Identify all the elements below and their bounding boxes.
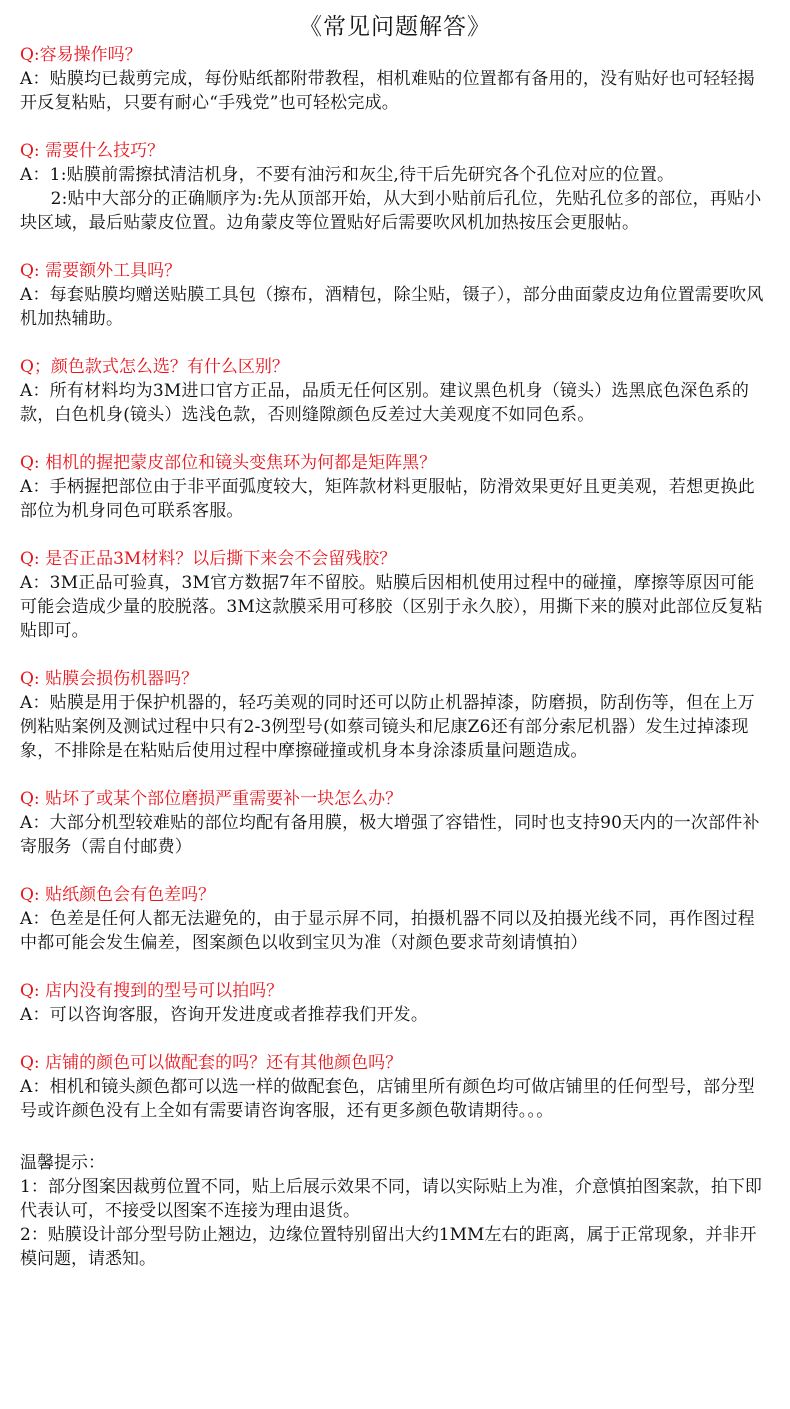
faq-answer xyxy=(20,907,770,955)
faq-answer xyxy=(20,1003,770,1027)
faq-item xyxy=(20,668,770,763)
faq-answer-paragraph: A：1:贴膜前需擦拭清洁机身，不要有油污和灰尘,待干后先研究各个孔位对应的位置。 xyxy=(20,165,675,185)
tip-item: 2：贴膜设计部分型号防止翘边，边缘位置特别留出大约1MM左右的距离，属于正常现象，并非开模问题，请悉知。 xyxy=(20,1225,757,1269)
faq-item xyxy=(20,260,770,331)
faq-item xyxy=(20,884,770,955)
faq-question: Q；颜色款式怎么选？有什么区别？ xyxy=(20,357,289,377)
faq-answer-paragraph: A：相机和镜头颜色都可以选一样的做配套色，店铺里所有颜色均可做店铺里的任何型号，部分型号或许颜色没有上全如有需要请咨询客服，还有更多颜色敬请期待。。。 xyxy=(20,1077,755,1121)
tip-item: 1：部分图案因裁剪位置不同，贴上后展示效果不同，请以实际贴上为准，介意慎拍图案款，拍下即代表认可，不接受以图案不连接为理由退货。 xyxy=(20,1177,762,1221)
faq-answer-paragraph: A：3M正品可验真，3M官方数据7年不留胶。贴膜后因相机使用过程中的碰撞，摩擦等原因可能可能会造成少量的胶脱落。3M这款膜采用可移胶（区别于永久胶），用撕下来的膜对此部位反复粘贴即可。 xyxy=(20,573,763,641)
faq-spacer xyxy=(20,763,770,788)
faq-question: Q: 相机的握把蒙皮部位和镜头变焦环为何都是矩阵黑？ xyxy=(20,453,437,473)
faq-answer xyxy=(20,1075,770,1123)
faq-answer-paragraph: A：色差是任何人都无法避免的，由于显示屏不同，拍摄机器不同以及拍摄光线不同，再作图过程中都可能会发生偏差，图案颜色以收到宝贝为准（对颜色要求苛刻请慎拍） xyxy=(20,909,755,953)
faq-spacer xyxy=(20,427,770,452)
faq-spacer xyxy=(20,1027,770,1052)
faq-answer-paragraph: A：所有材料均为3M进口官方正品，品质无任何区别。建议黑色机身（镜头）选黑底色深色系的款，白色机身(镜头）选浅色款，否则缝隙颜色反差过大美观度不如同色系。 xyxy=(20,381,750,425)
faq-answer xyxy=(20,67,770,115)
faq-spacer xyxy=(20,523,770,548)
faq-list xyxy=(20,44,770,1123)
faq-answer xyxy=(20,571,770,643)
faq-question: Q: 店铺的颜色可以做配套的吗？还有其他颜色吗？ xyxy=(20,1053,403,1073)
faq-answer xyxy=(20,163,770,235)
faq-item xyxy=(20,980,770,1027)
faq-question: Q: 需要额外工具吗？ xyxy=(20,261,182,281)
faq-answer-paragraph: 2:贴中大部分的正确顺序为:先从顶部开始，从大到小贴前后孔位，先贴孔位多的部位，再贴小块区域，最后贴蒙皮位置。边角蒙皮等位置贴好后需要吹风机加热按压会更服帖。 xyxy=(20,189,762,233)
faq-question: Q: 贴坏了或某个部位磨损严重需要补一块怎么办？ xyxy=(20,789,403,809)
faq-item xyxy=(20,140,770,235)
faq-question: Q: 需要什么技巧？ xyxy=(20,141,165,161)
tips-heading: 温馨提示： xyxy=(20,1153,105,1173)
faq-answer-paragraph: A：手柄握把部位由于非平面弧度较大，矩阵款材料更服帖，防滑效果更好且更美观，若想更换此部位为机身同色可联系客服。 xyxy=(20,477,755,521)
faq-spacer xyxy=(20,859,770,884)
faq-question: Q:容易操作吗？ xyxy=(20,45,142,65)
tips-section xyxy=(20,1151,770,1271)
faq-question: Q: 贴纸颜色会有色差吗？ xyxy=(20,885,216,905)
faq-item xyxy=(20,452,770,523)
faq-answer-paragraph: A：每套贴膜均赠送贴膜工具包（擦布，酒精包，除尘贴，镊子），部分曲面蒙皮边角位置需要吹风机加热辅助。 xyxy=(20,285,764,329)
faq-item xyxy=(20,548,770,643)
faq-answer-paragraph: A：可以咨询客服，咨询开发进度或者推荐我们开发。 xyxy=(20,1005,429,1025)
faq-question: Q: 是否正品3M材料？以后撕下来会不会留残胶？ xyxy=(20,549,397,569)
faq-item xyxy=(20,356,770,427)
faq-spacer xyxy=(20,643,770,668)
faq-answer xyxy=(20,283,770,331)
faq-question: Q: 店内没有搜到的型号可以拍吗？ xyxy=(20,981,284,1001)
faq-answer-paragraph: A：大部分机型较难贴的部位均配有备用膜，极大增强了容错性，同时也支持90天内的一次部件补寄服务（需自付邮费） xyxy=(20,813,760,857)
faq-answer xyxy=(20,691,770,763)
faq-answer-paragraph: A：贴膜均已裁剪完成，每份贴纸都附带教程，相机难贴的位置都有备用的，没有贴好也可轻轻揭开反复粘贴，只要有耐心“手残党”也可轻松完成。 xyxy=(20,69,755,113)
faq-answer xyxy=(20,475,770,523)
faq-spacer xyxy=(20,955,770,980)
faq-spacer xyxy=(20,331,770,356)
faq-answer xyxy=(20,811,770,859)
faq-answer xyxy=(20,379,770,427)
faq-item xyxy=(20,44,770,115)
faq-item xyxy=(20,788,770,859)
faq-answer-paragraph: A：贴膜是用于保护机器的，轻巧美观的同时还可以防止机器掉漆，防磨损，防刮伤等，但在上万例粘贴案例及测试过程中只有2-3例型号(如蔡司镜头和尼康Z6还有部分索尼机器）发生过掉漆现象，不排除是在粘贴后使用过程中摩擦碰撞或机身本身涂漆质量问题造成。 xyxy=(20,693,755,761)
faq-question: Q: 贴膜会损伤机器吗？ xyxy=(20,669,199,689)
faq-item xyxy=(20,1052,770,1123)
faq-spacer xyxy=(20,115,770,140)
faq-spacer xyxy=(20,235,770,260)
page-title: 《常见问题解答》 xyxy=(299,14,491,40)
